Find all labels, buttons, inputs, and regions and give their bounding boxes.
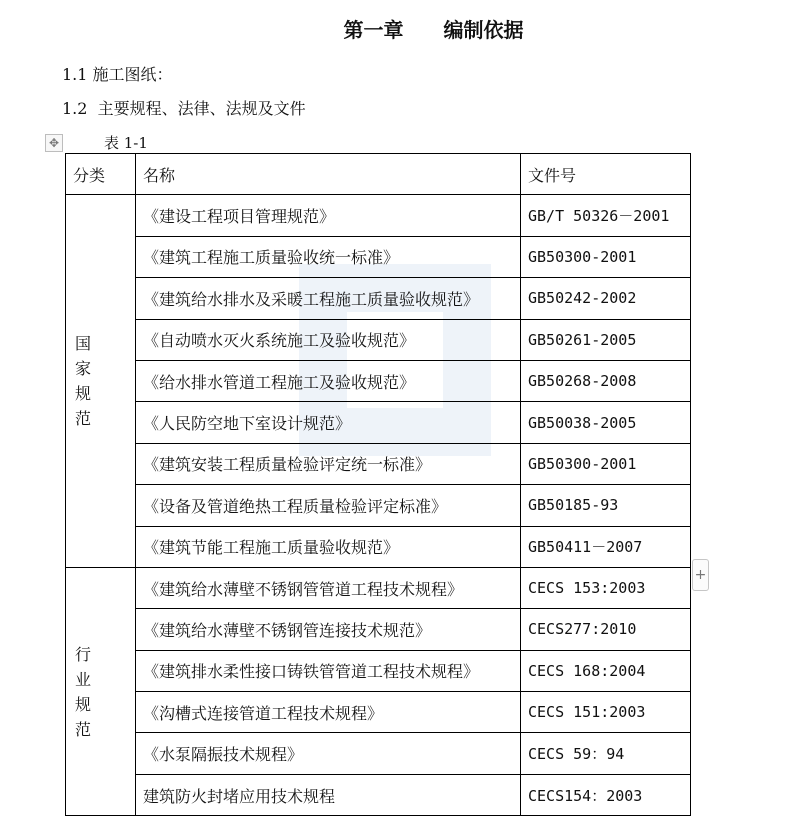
document-number: CECS 168:2004 (521, 650, 691, 691)
regulation-name: 《建设工程项目管理规范》 (136, 195, 521, 236)
regulation-name: 《建筑给水排水及采暖工程施工质量验收规范》 (136, 278, 521, 319)
table-row (66, 609, 691, 650)
regulations-table (65, 153, 691, 816)
document-number: GB50411－2007 (521, 526, 691, 567)
table-row (66, 402, 691, 443)
table-row (66, 236, 691, 277)
table-row (66, 567, 691, 608)
document-number: GB50261-2005 (521, 319, 691, 360)
section-1-1-drawings: 1.1 施工图纸： (62, 65, 173, 84)
regulation-name: 建筑防火封堵应用技术规程 (136, 774, 521, 815)
document-number: GB50185-93 (521, 485, 691, 526)
header-code: 文件号 (521, 154, 691, 195)
regulation-name: 《建筑给水薄壁不锈钢管管道工程技术规程》 (136, 567, 521, 608)
table-header-row (66, 154, 691, 195)
move-icon[interactable]: ✥ (45, 134, 63, 152)
regulation-name: 《建筑给水薄壁不锈钢管连接技术规范》 (136, 609, 521, 650)
document-number: CECS 153:2003 (521, 567, 691, 608)
regulation-name: 《自动喷水灭火系统施工及验收规范》 (136, 319, 521, 360)
regulation-name: 《人民防空地下室设计规范》 (136, 402, 521, 443)
table-row (66, 360, 691, 401)
regulation-name: 《建筑安装工程质量检验评定统一标准》 (136, 443, 521, 484)
category-cell (66, 195, 136, 568)
document-number: GB50242-2002 (521, 278, 691, 319)
table-caption: 表 1-1 (104, 134, 148, 152)
document-number: GB50268-2008 (521, 360, 691, 401)
header-name: 名称 (136, 154, 521, 195)
regulation-name: 《建筑工程施工质量验收统一标准》 (136, 236, 521, 277)
table-row (66, 195, 691, 236)
regulation-name: 《建筑排水柔性接口铸铁管管道工程技术规程》 (136, 650, 521, 691)
document-number: CECS277:2010 (521, 609, 691, 650)
regulation-name: 《沟槽式连接管道工程技术规程》 (136, 692, 521, 733)
regulation-name: 《建筑节能工程施工质量验收规范》 (136, 526, 521, 567)
header-category: 分类 (66, 154, 136, 195)
table-row (66, 319, 691, 360)
document-number: CECS154：2003 (521, 774, 691, 815)
regulation-name: 《给水排水管道工程施工及验收规范》 (136, 360, 521, 401)
table-row (66, 692, 691, 733)
document-number: CECS 59：94 (521, 733, 691, 774)
document-number: GB50300-2001 (521, 443, 691, 484)
plus-icon: + (694, 567, 707, 583)
table-row (66, 485, 691, 526)
document-number: CECS 151:2003 (521, 692, 691, 733)
regulation-name: 《设备及管道绝热工程质量检验评定标准》 (136, 485, 521, 526)
document-number: GB/T 50326－2001 (521, 195, 691, 236)
add-row-button[interactable] (692, 559, 709, 591)
section-1-2-regulations: 1.2 主要规程、法律、法规及文件 (62, 99, 306, 118)
regulation-name: 《水泵隔振技术规程》 (136, 733, 521, 774)
document-number: GB50038-2005 (521, 402, 691, 443)
document-number: GB50300-2001 (521, 236, 691, 277)
category-label: 国家规范 (75, 334, 92, 429)
table-row (66, 526, 691, 567)
table-row (66, 278, 691, 319)
table-row (66, 443, 691, 484)
table-row (66, 733, 691, 774)
table-row (66, 650, 691, 691)
category-label: 行业规范 (75, 644, 92, 739)
category-cell (66, 567, 136, 815)
document-title: 第一章 编制依据 (343, 18, 524, 42)
table-row (66, 774, 691, 815)
